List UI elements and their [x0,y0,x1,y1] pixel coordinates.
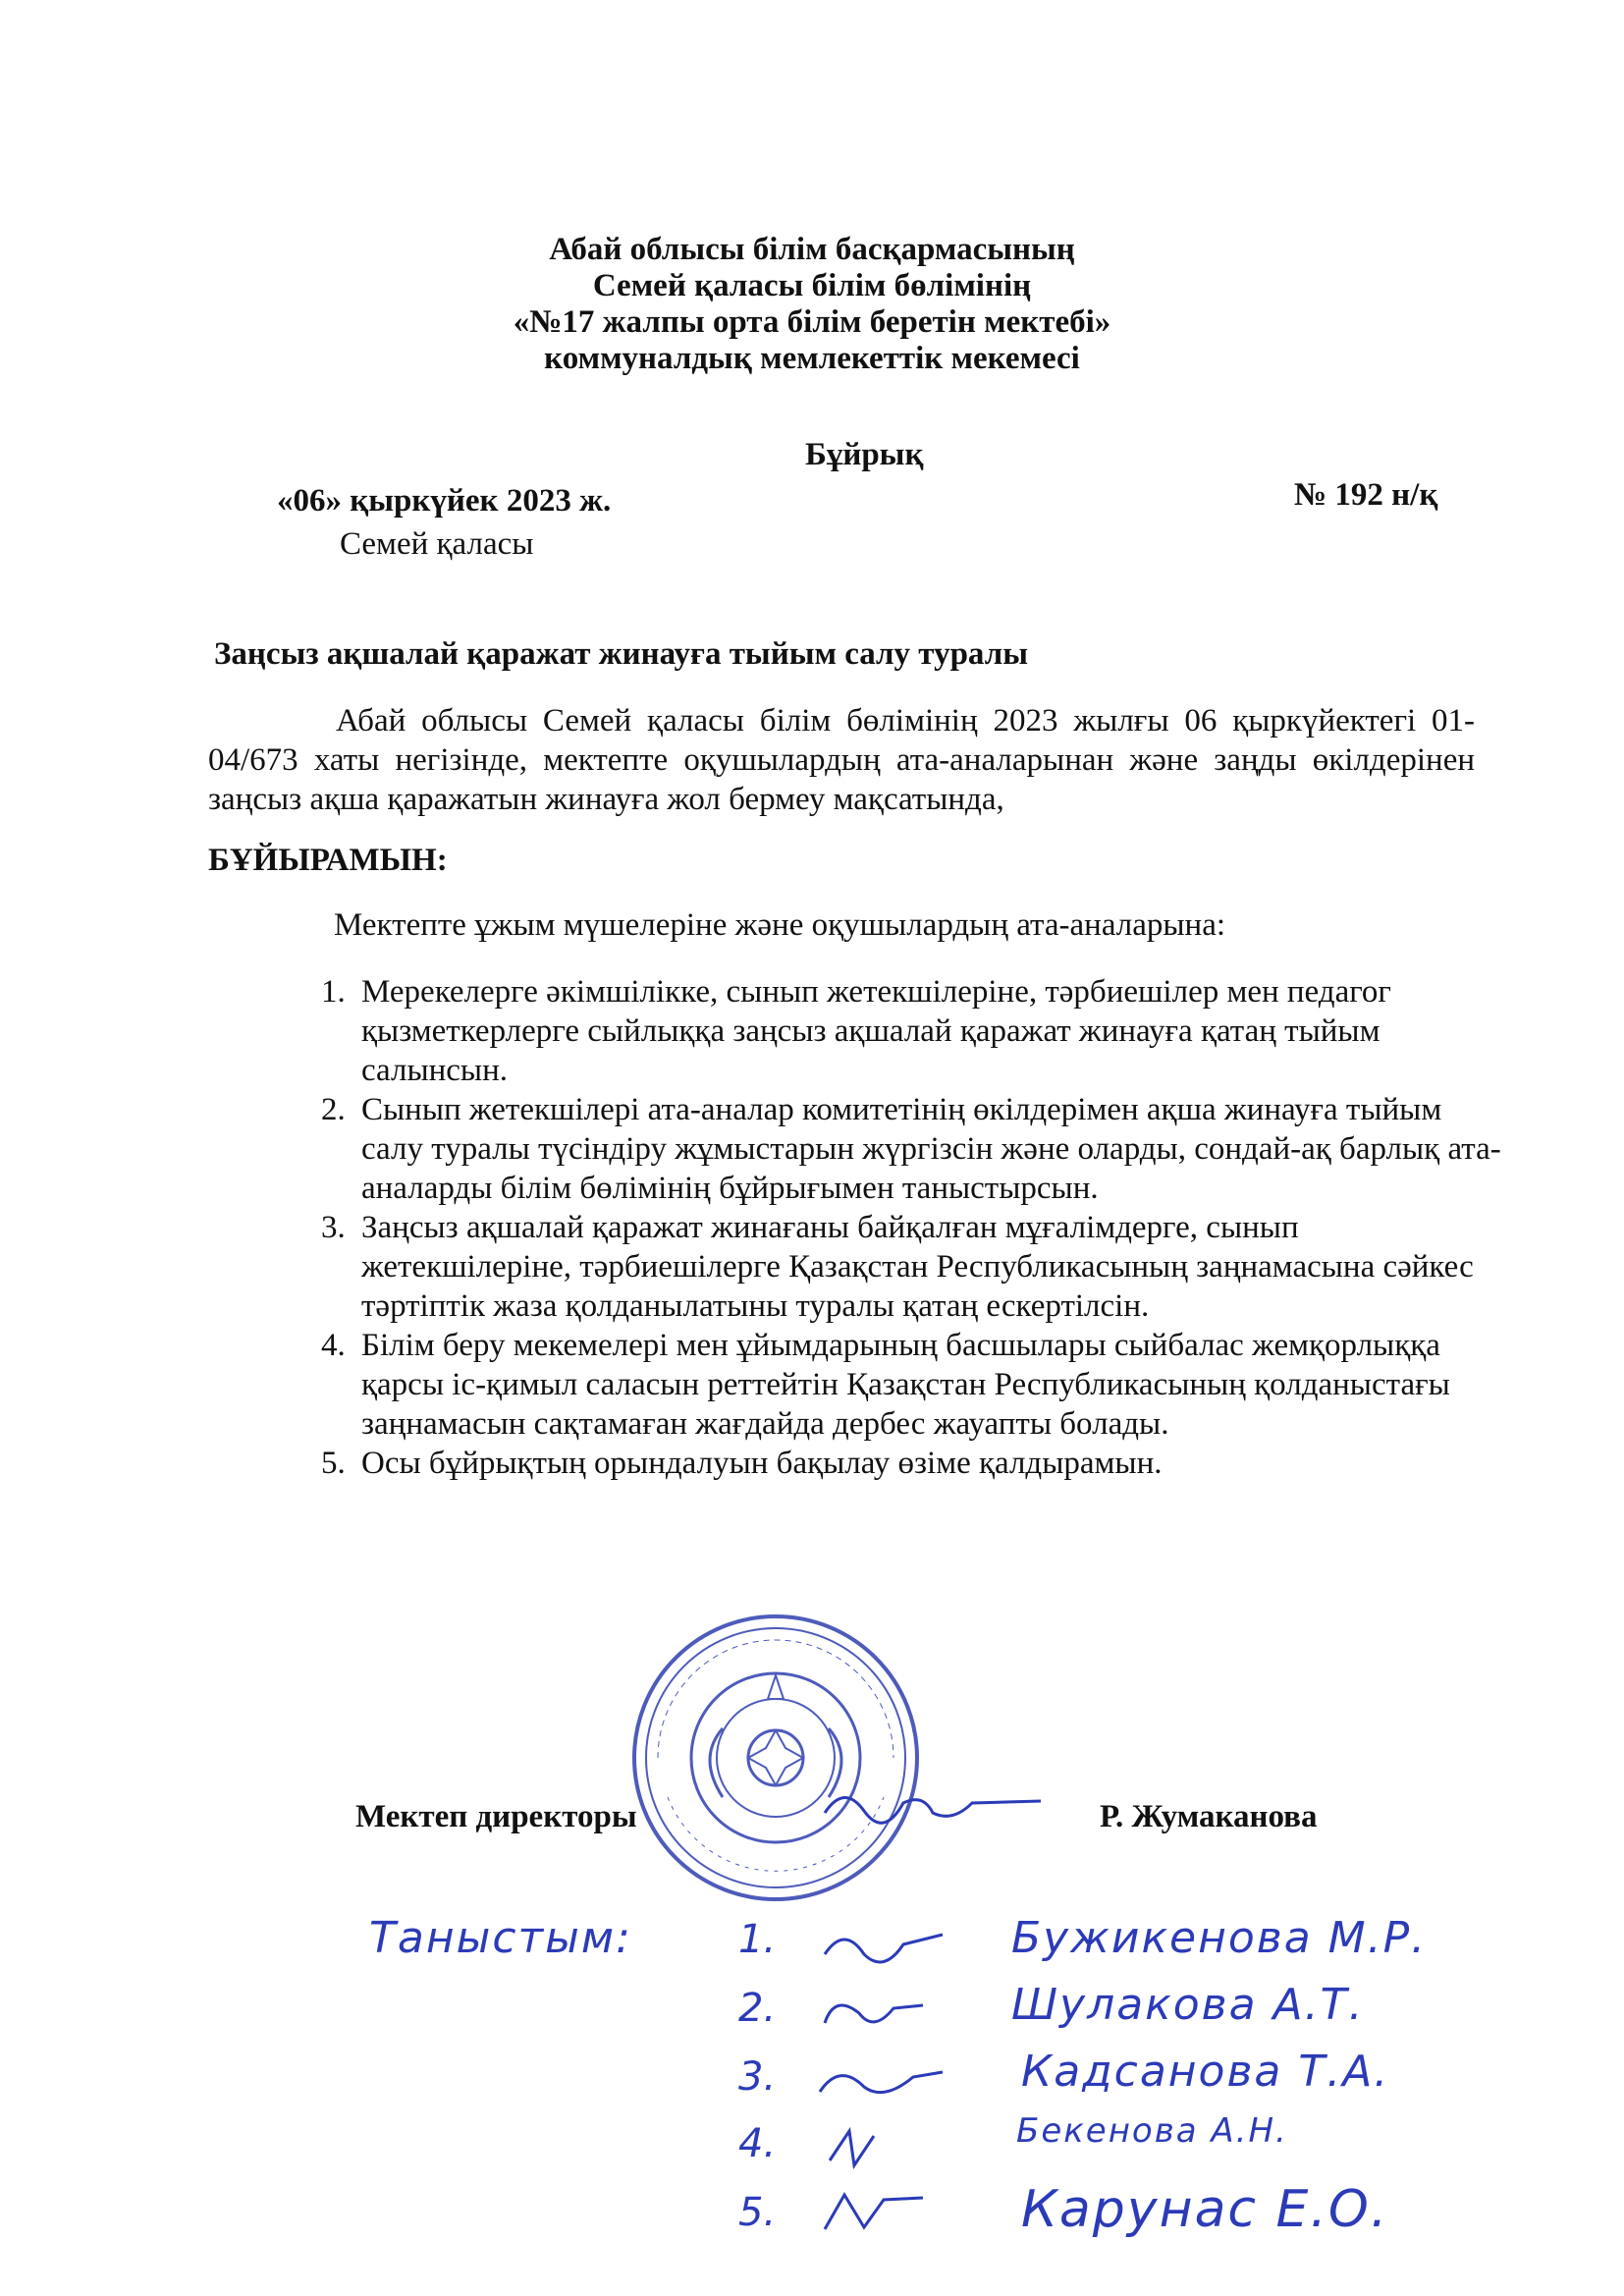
order-item-2: 2. Сынып жетекшілері ата-аналар комитетінің өкілдерімен ақша жинауға тыйым салу туралы түсіндіру жұмыстарын жүргізсін және оларды, сондай-ақ барлық ата-аналарды білім бөлімінің бұйрығымен таныстырсын. [353,1090,1502,1208]
order-number: № 192 н/қ [1294,477,1438,513]
preamble-paragraph: Абай облысы Семей қаласы білім бөлімінің 2023 жылғы 06 қыркүйектегі 01-04/673 хаты негізінде, мектепте оқушылардың ата-аналарынан және заңды өкілдерінен заңсыз ақша қаражатын жинауға жол бермеу мақсатында, [208,703,1475,817]
order-subject: Заңсыз ақшалай қаражат жинауға тыйым салу туралы [214,636,1028,672]
ack-number-3: 3. [738,2054,777,2100]
order-city: Семей қаласы [340,526,534,562]
acknowledgement-label: Таныстым: [369,1913,632,1963]
signature-name: Р. Жумаканова [1100,1799,1318,1834]
order-title: Бұйрық [805,437,924,472]
order-item-3: 3. Заңсыз ақшалай қаражат жинағаны байқалған мұғалімдерге, сынып жетекшілеріне, тәрбиешілерге Қазақстан Республикасының заңнамасына сәйкес тәртіптік жаза қолданылатыны туралы қатаң ескертілсін. [353,1208,1502,1326]
header-line-2: Семей қаласы білім бөлімінің [592,268,1032,303]
director-signature [815,1774,1051,1837]
order-item-5: 5. Осы бұйрықтың орындалуын бақылау өзіме қалдырамын. [353,1444,1502,1483]
intro-line: Мектепте ұжым мүшелеріне және оқушылардың ата-аналарына: [334,907,1226,943]
ack-number-1: 1. [738,1917,777,1962]
ack-signatures [805,1915,982,2244]
ack-name-1: Бужикенова М.Р. [1011,1913,1428,1963]
ack-name-3: Кадсанова Т.А. [1021,2047,1390,2097]
order-item-1: 1. Мерекелерге әкімшілікке, сынып жетекшілеріне, тәрбиешілер мен педагог қызметкерлерге сыйлыққа заңсыз ақшалай қаражат жинауға қатаң тыйым салынсын. [353,972,1502,1090]
ack-number-5: 5. [738,2190,777,2235]
header-line-3: «№17 жалпы орта білім беретін мектебі» [513,304,1111,340]
ack-name-5: Карунас Е.О. [1021,2180,1389,2239]
signature-position: Мектеп директоры [355,1799,637,1834]
official-stamp [628,1611,923,1910]
header-line-1: Абай облысы білім басқармасының [549,232,1075,267]
ack-name-2: Шулакова А.Т. [1011,1980,1365,2030]
ack-number-2: 2. [738,1986,777,2031]
ack-number-4: 4. [738,2121,777,2166]
order-date: «06» қыркүйек 2023 ж. [277,483,612,519]
header-line-4: коммуналдық мемлекеттік мекемесі [544,341,1080,376]
ack-name-4: Бекенова А.Н. [1016,2111,1288,2151]
decree-word: БҰЙЫРАМЫН: [208,843,448,878]
organization-header [0,232,1624,377]
order-item-4: 4. Білім беру мекемелері мен ұйымдарының басшылары сыйбалас жемқорлыққа қарсы іс-қимыл саласын реттейтін Қазақстан Республикасының қолданыстағы заңнамасын сақтамаған жағдайда дербес жауапты болады. [353,1326,1502,1444]
order-items-list [295,972,1502,1483]
